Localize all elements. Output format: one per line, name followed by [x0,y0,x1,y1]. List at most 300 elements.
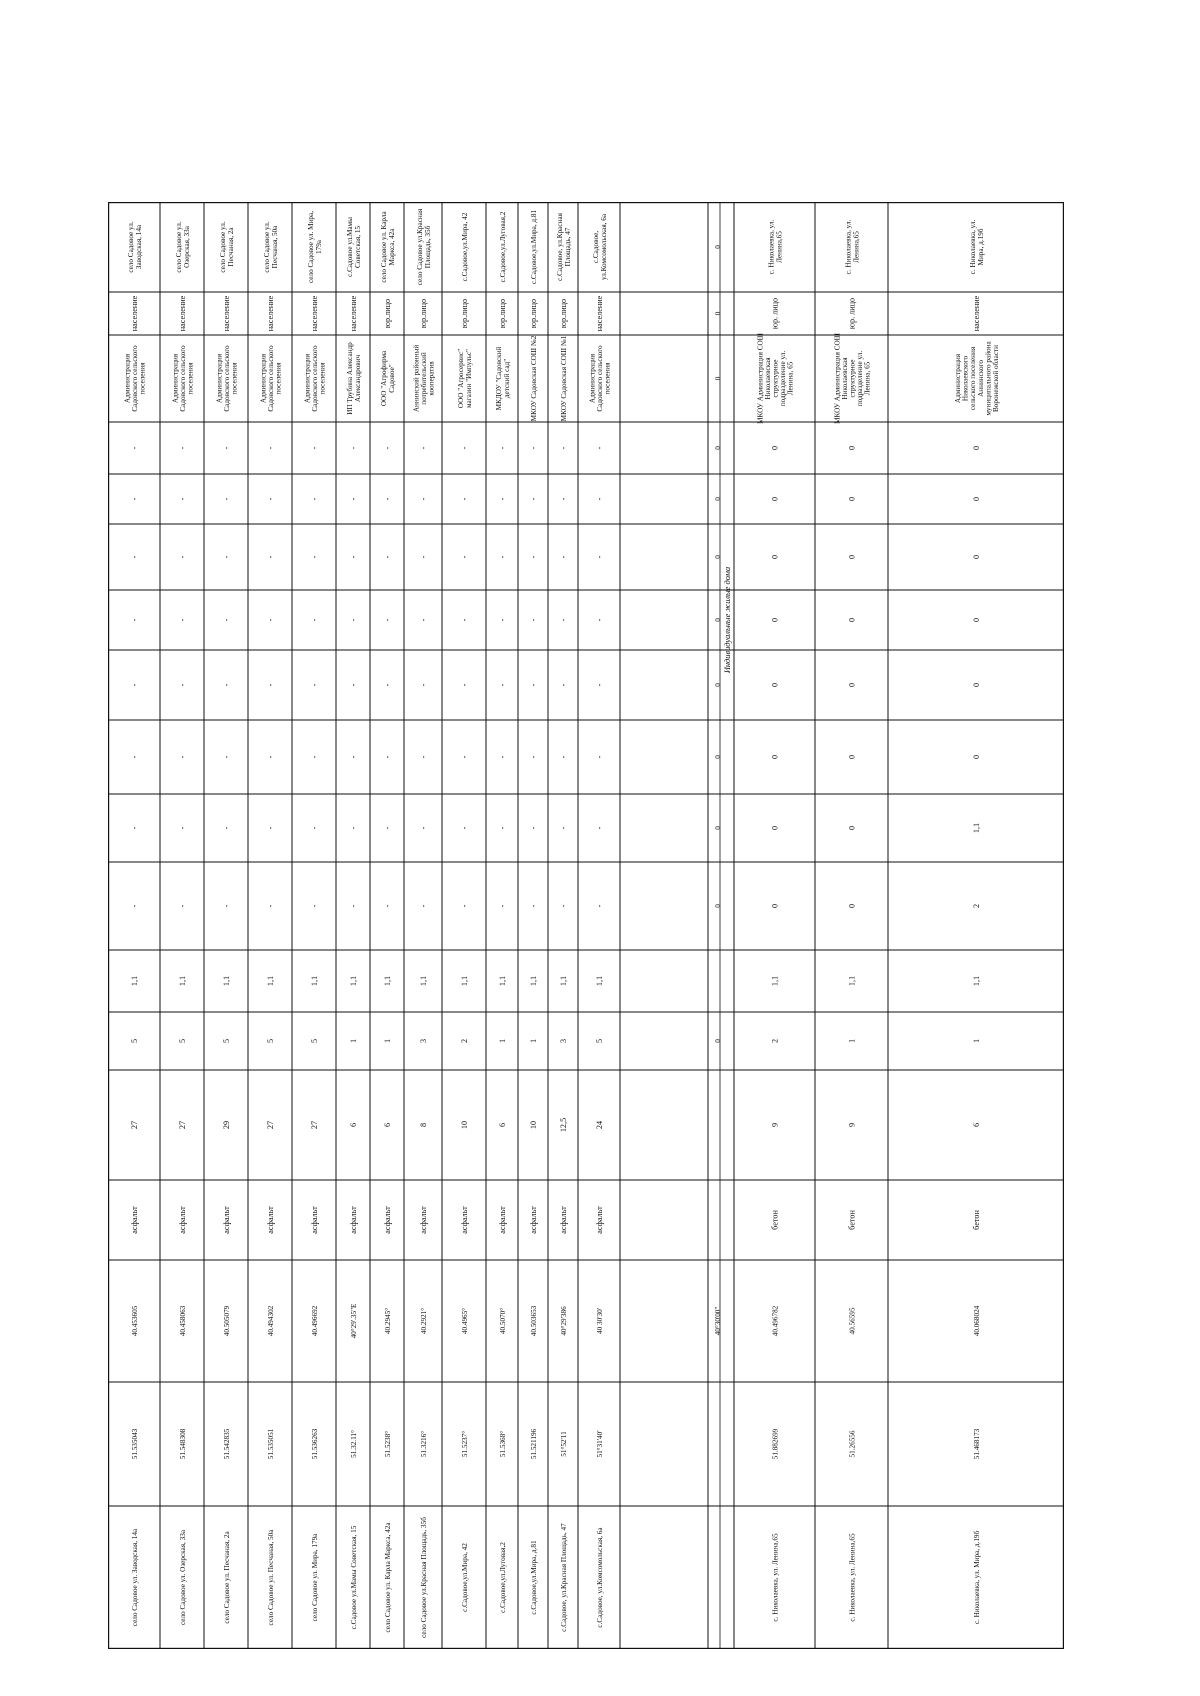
separator-lon: 40°30'00" [714,1306,722,1336]
row-lon: 40.458063 [179,1305,187,1337]
row-cover: асфальт [498,1206,507,1234]
row2-c11: 0 [770,682,780,688]
row-cnt: 5 [222,1038,231,1044]
row-c8: - [130,904,139,908]
row2-addr: с. Николаевка, ул. Ленина,65 [771,1533,780,1622]
row-c8: - [222,904,231,908]
row-c13: - [222,555,231,559]
row-c10: - [266,755,275,759]
row-area: 10 [460,1120,469,1130]
row-c13: - [383,555,392,559]
row-c14: - [130,497,139,501]
row-cover: асфальт [595,1206,604,1234]
row2-c9: 1,1 [972,822,981,834]
row-c11: - [222,683,231,687]
row-ucat: юр.лицо [460,298,469,329]
document-table [108,202,1064,1649]
row-c15: - [266,446,275,450]
row2-c12: 0 [847,617,857,623]
row-lat: 51.3216° [420,1430,428,1458]
row2-c13: 0 [770,554,780,560]
row2-c14: 0 [847,496,857,502]
row-c8: - [529,904,538,908]
row-vol: 1,1 [130,975,139,987]
row-lon: 40.503653 [530,1305,538,1337]
row-addr: село Садовое ул. Карла Маркса, 42а [384,1522,392,1633]
row-lat: 51.5238° [384,1430,392,1458]
row-addr: село Садовое ул. Песчаная, 50а [267,1529,275,1626]
row-cover: асфальт [460,1206,469,1234]
row-c12: - [310,618,319,622]
separator-value: 0 [714,497,722,501]
row-lat: 51.5237° [461,1430,469,1458]
row-c12: - [383,618,392,622]
row-src_addr: с.Садовое,ул.Комсомольская, 6а [592,213,608,281]
row-ucat: население [222,295,231,332]
row-owner: АдминистрацияСадовского сельскогопоселения [215,345,239,412]
row2-lat: 51.882699 [771,1428,780,1460]
row-addr: село Садовое ул.Красная Площадь, 35б [420,1517,428,1638]
row-owner: Аннинский районныйпотребительскийкооператив [412,344,436,413]
row-c12: - [419,618,428,622]
separator-value: 0 [714,376,722,381]
row-vol: 1,1 [349,975,358,987]
row2-area: 6 [972,1122,981,1128]
row-c13: - [310,555,319,559]
row-owner: МКОУ Садовская СОШ №2 [530,335,538,422]
row-c9: - [178,826,187,830]
row2-c13: 0 [847,554,857,560]
row-c8: - [498,904,507,908]
row-c11: - [460,683,469,687]
row-ucat: юр.лицо [498,298,507,329]
row-c9: - [419,826,428,830]
row-src_addr: с.Садовое,ул.Мира, 42 [461,212,469,282]
row-area: 6 [349,1122,358,1128]
row-c9: - [498,826,507,830]
row-owner: АдминистрацияСадовского сельскогопоселения [303,345,327,412]
row-lat: 51°52'11 [560,1431,568,1457]
row-cnt: 5 [310,1038,319,1044]
row-c14: - [310,497,319,501]
row-c12: - [222,618,231,622]
row-c10: - [529,755,538,759]
row-c10: - [178,755,187,759]
row-vol: 1,1 [310,975,319,987]
row-area: 6 [498,1122,507,1128]
row-area: 27 [130,1120,139,1130]
row-cover: асфальт [310,1206,319,1234]
row-area: 27 [310,1120,319,1130]
row-cnt: 5 [266,1038,275,1044]
row-vol: 1,1 [460,975,469,987]
row-area: 24 [595,1120,604,1130]
row-c11: - [419,683,428,687]
row-owner: АдминистрацияСадовского сельскогопоселения [259,345,283,412]
row2-ucat: юр. лицо [770,297,780,330]
section-caption: Индивидуальные жилые дома [723,566,732,674]
row2-lon: 40.496782 [771,1305,780,1337]
row-c15: - [310,446,319,450]
separator-value: 0 [714,618,722,622]
row-c14: - [266,497,275,501]
row-c10: - [419,755,428,759]
row-c12: - [498,618,507,622]
row-c15: - [529,446,538,450]
row-addr: с.Садовое ул.Мамы Советская, 15 [350,1525,358,1630]
row-c11: - [178,683,187,687]
row-ucat: население [310,295,319,332]
row2-c9: 0 [770,825,780,831]
row-c13: - [498,555,507,559]
row-c8: - [266,904,275,908]
row-c10: - [349,755,358,759]
row2-vol: 1,1 [847,975,857,987]
row2-lon: 40.56595 [848,1307,857,1335]
row-c14: - [349,497,358,501]
row-addr: с.Садовое, ул.Красная Площадь, 47 [560,1523,568,1632]
row-area: 27 [266,1120,275,1130]
row-cnt: 3 [559,1038,568,1044]
row2-c9: 0 [847,825,857,831]
row-c12: - [559,618,568,622]
row-cnt: 1 [498,1038,507,1044]
row-lon: 40°29'386 [560,1306,568,1336]
row-c11: - [529,683,538,687]
row2-cnt: 1 [847,1038,857,1044]
row-c11: - [498,683,507,687]
row2-c15: 0 [770,445,780,451]
row-c10: - [383,755,392,759]
row2-addr: с. Николаевка, ул. Ленина,65 [848,1533,857,1622]
row-src_addr: село Садовое ул.КраснаяПлощадь, 35б [416,208,432,286]
row2-owner: МКОУ Администрация СОШНиколаевскаяструктурноеподразделение ул.Ленина, 65 [833,333,872,424]
row-lon: 40.2945° [384,1307,392,1335]
row2-c11: 0 [847,682,857,688]
row-cnt: 2 [460,1038,469,1044]
row-cnt: 5 [178,1038,187,1044]
row-c11: - [130,683,139,687]
row-c8: - [419,904,428,908]
row-lon: 40.4965° [461,1307,469,1335]
separator-value: 0 [714,446,722,450]
row-lon: 40.494302 [267,1305,275,1337]
row-c10: - [310,755,319,759]
row2-c14: 0 [972,496,981,502]
row-c12: - [349,618,358,622]
row2-area: 9 [847,1122,857,1128]
row-c14: - [559,497,568,501]
row-cnt: 1 [529,1038,538,1044]
row-c13: - [595,555,604,559]
row-c10: - [559,755,568,759]
separator-value: 0 [714,245,722,249]
row-lat: 51.5368° [499,1430,507,1458]
row-lat: 51.535043 [131,1428,139,1460]
row-c15: - [178,446,187,450]
row-c14: - [460,497,469,501]
row2-cover: бетон [770,1210,780,1230]
row2-src_addr: с. Николаевка, ул.Мира, д.19б [969,219,985,275]
row-lon: 40 30'30' [596,1308,604,1334]
row-c13: - [419,555,428,559]
row-cnt: 3 [419,1038,428,1044]
row-lat: 51.536263 [311,1428,319,1460]
row-c10: - [130,755,139,759]
row-c12: - [178,618,187,622]
row2-cover: бетон [972,1210,981,1230]
row-src_addr: село Садовое ул.Заводская, 14а [127,221,143,273]
row-c12: - [529,618,538,622]
row-c13: - [349,555,358,559]
row-ucat: юр.лицо [559,298,568,329]
row-addr: село Садовое ул. Заводская, 14а [131,1528,139,1627]
row2-c11: 0 [972,682,981,688]
table-border [109,203,1064,1649]
row-lat: 51.32.11° [350,1430,358,1458]
row-c8: - [349,904,358,908]
row-c11: - [349,683,358,687]
row2-vol: 1,1 [972,975,981,987]
row-cover: асфальт [529,1206,538,1234]
row2-cnt: 2 [770,1038,780,1044]
row2-c15: 0 [847,445,857,451]
separator-value: 0 [714,683,722,687]
row-addr: с.Садовое, ул.Комсомольская, 6а [596,1527,604,1628]
row-c11: - [559,683,568,687]
row-src_addr: село Садовое ул. Мира,179а [307,211,323,283]
row-lat: 51.542835 [223,1428,231,1460]
row2-c12: 0 [972,617,981,623]
row-area: 10 [529,1120,538,1130]
row-src_addr: село Садовое ул.Озерская, 33а [175,221,191,273]
row-c13: - [529,555,538,559]
row-c15: - [498,446,507,450]
row2-vol: 1,1 [770,975,780,987]
row-vol: 1,1 [178,975,187,987]
row-c15: - [419,446,428,450]
row-lon: 40.5070° [499,1307,507,1335]
row2-c10: 0 [847,754,857,760]
row-lon: 40.505079 [223,1305,231,1337]
row2-owner: МКОУ Администрация СОШНиколаевскаяструктурноеподразделение ул.Ленина, 65 [756,333,795,424]
row-c9: - [460,826,469,830]
row-c8: - [559,904,568,908]
row-lat: 51.521196 [530,1428,538,1460]
row-cover: асфальт [130,1206,139,1234]
row-c12: - [460,618,469,622]
row-src_addr: с.Садовое, ул.КраснаяПлощадь, 47 [556,213,572,281]
row-vol: 1,1 [595,975,604,987]
row-ucat: население [595,295,604,332]
row2-area: 9 [770,1122,780,1128]
separator-value: 0 [714,755,722,759]
row-area: 8 [419,1122,428,1128]
row-lon: 40.496692 [311,1305,319,1337]
row-cnt: 5 [130,1038,139,1044]
row-c9: - [529,826,538,830]
row-c14: - [222,497,231,501]
row-area: 6 [383,1122,392,1128]
row-cnt: 5 [595,1038,604,1044]
row-c13: - [130,555,139,559]
row-ucat: население [349,295,358,332]
row-c13: - [178,555,187,559]
row-c14: - [529,497,538,501]
row-cover: асфальт [349,1206,358,1234]
row-c14: - [595,497,604,501]
row-c9: - [383,826,392,830]
row-c14: - [419,497,428,501]
row-cnt: 1 [383,1038,392,1044]
row-c15: - [383,446,392,450]
row-vol: 1,1 [559,975,568,987]
row-c9: - [559,826,568,830]
row-c15: - [460,446,469,450]
row-c14: - [383,497,392,501]
row-vol: 1,1 [266,975,275,987]
row-c9: - [349,826,358,830]
row2-lon: 40.068024 [973,1305,981,1337]
row-c8: - [460,904,469,908]
row-owner: МКОУ Садовская СОШ №1 [560,335,568,422]
row-owner: АдминистрацияСадовского сельскогопоселения [171,345,195,412]
row2-lat: 51.468173 [973,1428,981,1460]
row-lon: 40°29'.35"E [350,1303,358,1339]
row2-ucat: юр. лицо [847,297,857,330]
row-vol: 1,1 [222,975,231,987]
row2-c8: 2 [972,903,981,909]
row-cnt: 1 [349,1038,358,1044]
row-ucat: юр.лицо [529,298,538,329]
row-c11: - [310,683,319,687]
row-cover: асфальт [383,1206,392,1234]
row-c8: - [310,904,319,908]
row2-src_addr: с. Николаевка, ул.Ленина,65 [844,219,861,275]
row-src_addr: село Садовое ул.Песчаная, 2а [219,221,235,273]
row-vol: 1,1 [383,975,392,987]
row2-lat: 51.26556 [848,1430,857,1458]
row-addr: с.Садовое,ул.Мира, 42 [461,1543,469,1612]
row-lat: 51°31'40' [596,1430,604,1458]
row-c10: - [222,755,231,759]
row-c14: - [498,497,507,501]
row-ucat: население [130,295,139,332]
row-c9: - [266,826,275,830]
row2-c10: 0 [770,754,780,760]
row-lat: 51.535051 [267,1428,275,1460]
row-c11: - [383,683,392,687]
row-src_addr: с.Садовое,ул.Мира, д.81 [530,209,538,285]
separator-cnt: 0 [714,1039,722,1043]
row2-src_addr: с. Николаевка, ул.Ленина,65 [767,219,784,275]
row-vol: 1,1 [419,975,428,987]
row-c15: - [349,446,358,450]
row-owner: ООО "АгрофирмаСадовое" [380,350,396,407]
row2-addr: с. Николаевка, ул. Мира, д.19б [973,1530,981,1625]
row-src_addr: село Садовое ул.Песчаная, 50а [263,221,279,273]
row-cover: асфальт [419,1206,428,1234]
row-c11: - [595,683,604,687]
row-lat: 51.548308 [179,1428,187,1460]
row2-c8: 0 [847,903,857,909]
row-addr: с.Садовое,ул.Мира, д.81 [530,1540,538,1615]
row-c13: - [559,555,568,559]
row-cover: асфальт [178,1206,187,1234]
row-owner: АдминистрацияСадовского сельскогопоселения [588,345,612,412]
row-c14: - [178,497,187,501]
row2-c15: 0 [972,445,981,451]
row-cover: асфальт [266,1206,275,1234]
row-area: 29 [222,1120,231,1130]
row-c9: - [130,826,139,830]
row2-c10: 0 [972,754,981,760]
row-ucat: население [178,295,187,332]
row-c12: - [130,618,139,622]
row-c15: - [559,446,568,450]
row2-owner: АдминистрацияНиколаевскогосельского поселенияАннинскогомуниципального районаВоронежской области [954,341,1000,416]
row-c8: - [595,904,604,908]
row-c9: - [310,826,319,830]
row-cover: асфальт [222,1206,231,1234]
separator-value: 0 [714,826,722,830]
row-c10: - [460,755,469,759]
row-c9: - [222,826,231,830]
row-lon: 40.2921° [420,1307,428,1335]
row-src_addr: с.Садовое ул.МамыСоветская, 15 [346,217,362,277]
row-ucat: население [266,295,275,332]
separator-value: 0 [714,311,722,316]
row-c15: - [595,446,604,450]
row2-ucat: население [972,295,981,332]
row2-c13: 0 [972,554,981,560]
row-vol: 1,1 [529,975,538,987]
row-c15: - [130,446,139,450]
row2-c12: 0 [770,617,780,623]
row-c10: - [498,755,507,759]
row-vol: 1,1 [498,975,507,987]
row-area: 27 [178,1120,187,1130]
row-c12: - [595,618,604,622]
row-c11: - [266,683,275,687]
row2-cnt: 1 [972,1038,981,1044]
row-c10: - [595,755,604,759]
separator-value: 0 [714,904,722,908]
row-c12: - [266,618,275,622]
row-src_addr: село Садовое ул. КарлаМаркса, 42а [380,211,396,283]
row-c13: - [266,555,275,559]
row-c13: - [460,555,469,559]
row-ucat: юр.лицо [383,298,392,329]
row-cover: асфальт [559,1206,568,1234]
row2-c8: 0 [770,903,780,909]
row-owner: ООО "Агросервис"магазин "Импульс" [457,348,473,409]
row-owner: МКДОУ "Садовскийдетский сад" [495,346,511,411]
row-c9: - [595,826,604,830]
row-owner: ИП Трубина АлександрАлександрович [346,342,362,415]
row-c8: - [383,904,392,908]
row-addr: село Садовое ул. Озерская, 33а [179,1529,187,1626]
row-src_addr: с.Садовое,ул.Луговая,2 [499,211,507,283]
row-ucat: юр.лицо [419,298,428,329]
row-owner: АдминистрацияСадовского сельскогопоселения [123,345,147,412]
row2-c14: 0 [770,496,780,502]
row-addr: село Садовое ул. Мира, 179а [311,1533,319,1622]
row-lon: 40.453605 [131,1305,139,1337]
row-addr: село Садовое ул. Песчаная, 2а [223,1531,231,1624]
separator-value: 0 [714,555,722,559]
row-addr: с.Садовое,ул.Луговая,2 [499,1542,507,1613]
